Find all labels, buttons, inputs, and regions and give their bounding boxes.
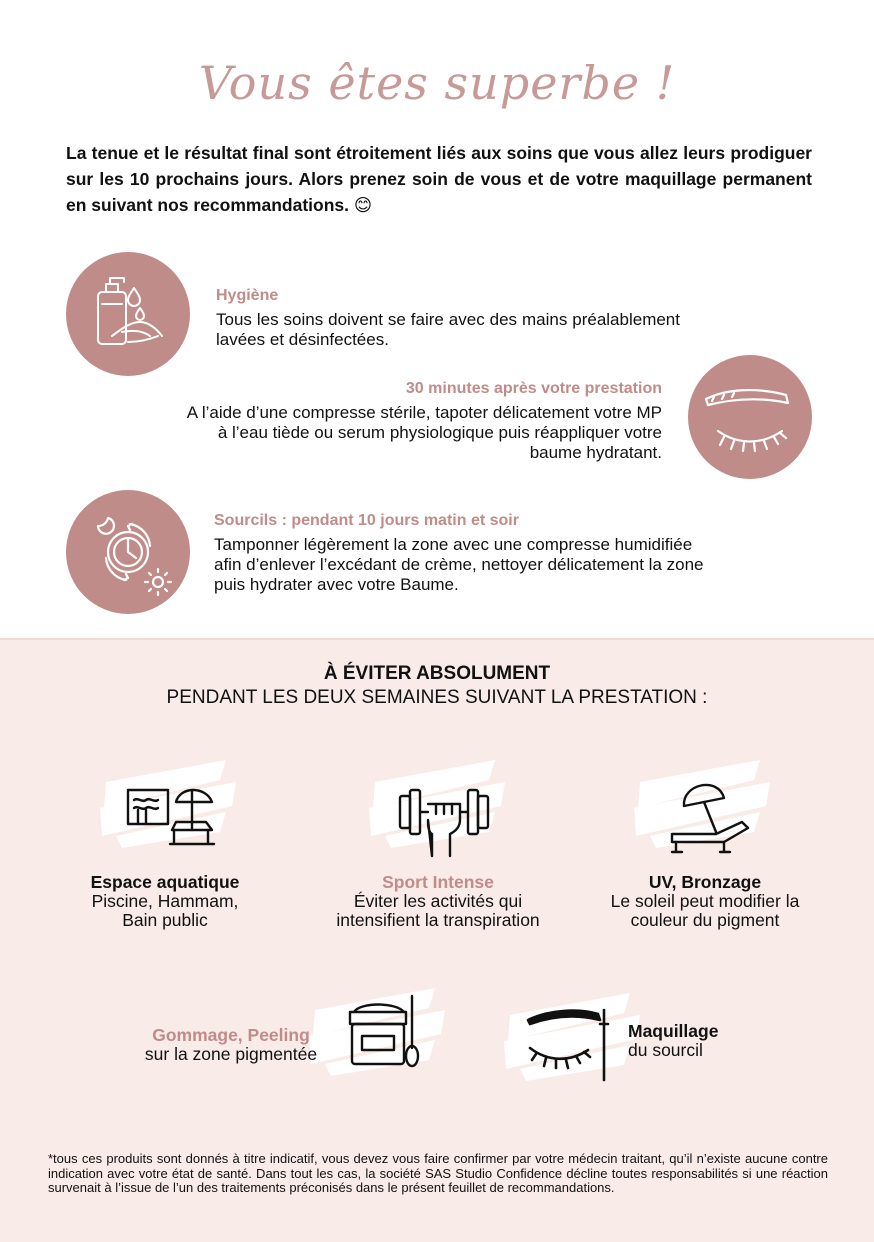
intro-paragraph: La tenue et le résultat final sont étroitement liés aux soins que vous allez leurs prodiguer sur les 10 prochains jours. Alors prenez soin de vous et de votre maquillage permanent en suivant nos recommandations. 😊 <box>66 143 812 215</box>
avoid-text-sport: Éviter les activités qui intensifient la transpiration <box>336 891 540 930</box>
avoid-title-sport: Sport Intense <box>382 872 494 892</box>
care-text-hygiene: Tous les soins doivent se faire avec des mains préalablement lavées et désinfectées. <box>216 310 680 349</box>
scrub-jar-icon <box>346 992 432 1072</box>
pool-icon <box>124 778 216 850</box>
avoid-title-maquillage: Maquillage <box>628 1021 719 1041</box>
eyebrow-eye-icon <box>688 355 812 479</box>
avoid-title-uv: UV, Bronzage <box>648 872 762 892</box>
avoid-title-gommage: Gommage, Peeling <box>152 1025 310 1045</box>
care-title-hygiene: Hygiène <box>216 287 279 304</box>
eyebrow-pencil-icon <box>524 1000 614 1082</box>
avoid-text-gommage: sur la zone pigmentée <box>144 1044 318 1064</box>
hand-wash-icon <box>66 252 190 376</box>
avoid-title-aquatique: Espace aquatique <box>90 872 240 892</box>
avoid-text-maquillage: du sourcil <box>628 1040 703 1060</box>
sunbed-icon <box>668 776 752 856</box>
page-title: Vous êtes superbe ! <box>198 56 676 110</box>
day-night-clock-icon <box>66 490 190 614</box>
avoid-text-aquatique: Piscine, Hammam, Bain public <box>91 891 239 930</box>
avoid-subheading: PENDANT LES DEUX SEMAINES SUIVANT LA PRESTATION : <box>166 687 708 708</box>
disclaimer: *tous ces produits sont donnés à titre indicatif, vous devez vous faire confirmer par votre médecin traitant, qu’il n’existe aucune contre indication avec votre état de santé. Dans tout les cas, la société SAS Studio Confidence décline toutes responsabilités si une réaction survenait à l’issue de l’un des traitements préconisés dans le présent feuillet de recommandations. <box>48 1151 828 1195</box>
care-text-30min: A l’aide d’une compresse stérile, tapoter délicatement votre MP à l’eau tiède ou serum physiologique puis réappliquer votre baume hydratant. <box>186 403 662 462</box>
care-title-sourcils: Sourcils : pendant 10 jours matin et soir <box>214 512 519 529</box>
dumbbell-icon <box>396 784 492 860</box>
avoid-text-uv: Le soleil peut modifier la couleur du pigment <box>610 891 800 930</box>
care-text-sourcils: Tamponner légèrement la zone avec une compresse humidifiée afin d’enlever l’excédant de crème, nettoyer délicatement la zone puis hydrater avec votre Baume. <box>214 535 704 594</box>
care-title-30min: 30 minutes après votre prestation <box>405 380 662 397</box>
avoid-heading: À ÉVITER ABSOLUMENT <box>323 663 551 684</box>
